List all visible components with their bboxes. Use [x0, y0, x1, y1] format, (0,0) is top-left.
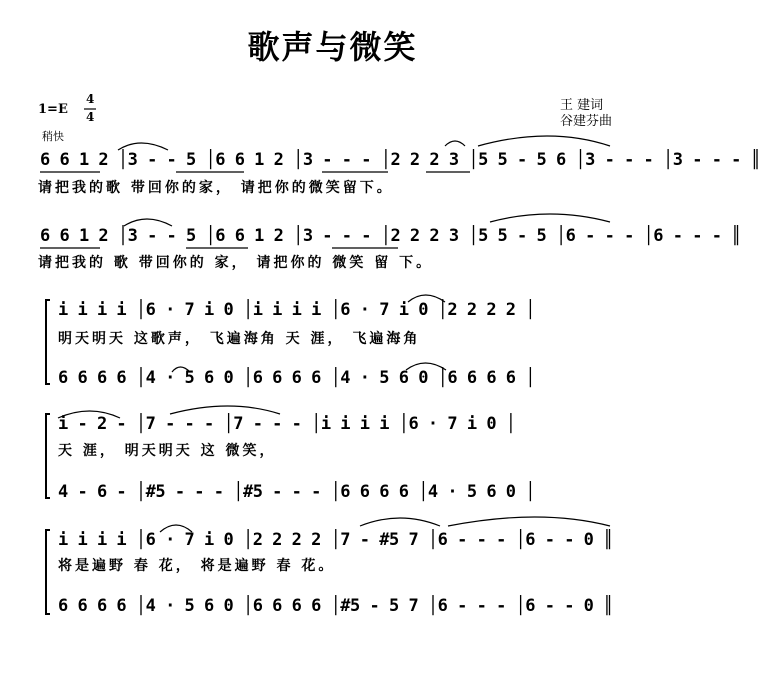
slurs [58, 136, 610, 532]
melody-line-5: i i i i │6 · 7 i 0 │2 2 2 2 │7 - #5 7 │6 - - - │6 - - 0 ║ [58, 530, 613, 550]
lyricist-credit: 王 建词 [560, 98, 604, 113]
harmony-line-3: 6 6 6 6 │4 · 5 6 0 │6 6 6 6 │4 · 5 6 0 │6 6 6 6 │ [58, 368, 536, 388]
tempo-marking: 稍快 [42, 130, 64, 143]
time-signature-bottom: 4 [86, 110, 95, 124]
lyric-line-4: 天 涯， 明天明天 这 微笑， [58, 443, 277, 459]
system-brackets [46, 300, 50, 614]
melody-line-2: 6 6 1 2 │3 - - 5 │6 6 1 2 │3 - - - │2 2 2 3 │5 5 - 5 │6 - - - │6 - - - ║ [40, 226, 741, 246]
lyric-line-2: 请把我的 歌 带回你的 家， 请把你的 微笑 留 下。 [38, 255, 434, 271]
lyric-line-1: 请把我的歌 带回你的家， 请把你的微笑留下。 [38, 180, 394, 196]
song-title: 歌声与微笑 [247, 28, 418, 66]
melody-line-1: 6 6 1 2 │3 - - 5 │6 6 1 2 │3 - - - │2 2 2 3 │5 5 - 5 6 │3 - - - │3 - - - ║ [40, 150, 760, 170]
key-signature: 1=E [38, 102, 68, 117]
lyric-line-5: 将是遍野 春 花， 将是遍野 春 花。 [58, 558, 336, 574]
harmony-line-5: 6 6 6 6 │4 · 5 6 0 │6 6 6 6 │#5 - 5 7 │6 - - - │6 - - 0 ║ [58, 596, 613, 616]
lyric-line-3: 明天明天 这歌声， 飞遍海角 天 涯， 飞遍海角 [58, 331, 421, 347]
composer-credit: 谷建芬曲 [560, 114, 613, 129]
harmony-line-4: 4 - 6 - │#5 - - - │#5 - - - │6 6 6 6 │4 · 5 6 0 │ [58, 482, 536, 502]
melody-line-4: i - 2 - │7 - - - │7 - - - │i i i i │6 · 7 i 0 │ [58, 414, 516, 434]
time-signature-top: 4 [86, 92, 95, 106]
melody-line-3: i i i i │6 · 7 i 0 │i i i i │6 · 7 i 0 │2 2 2 2 │ [58, 300, 536, 320]
